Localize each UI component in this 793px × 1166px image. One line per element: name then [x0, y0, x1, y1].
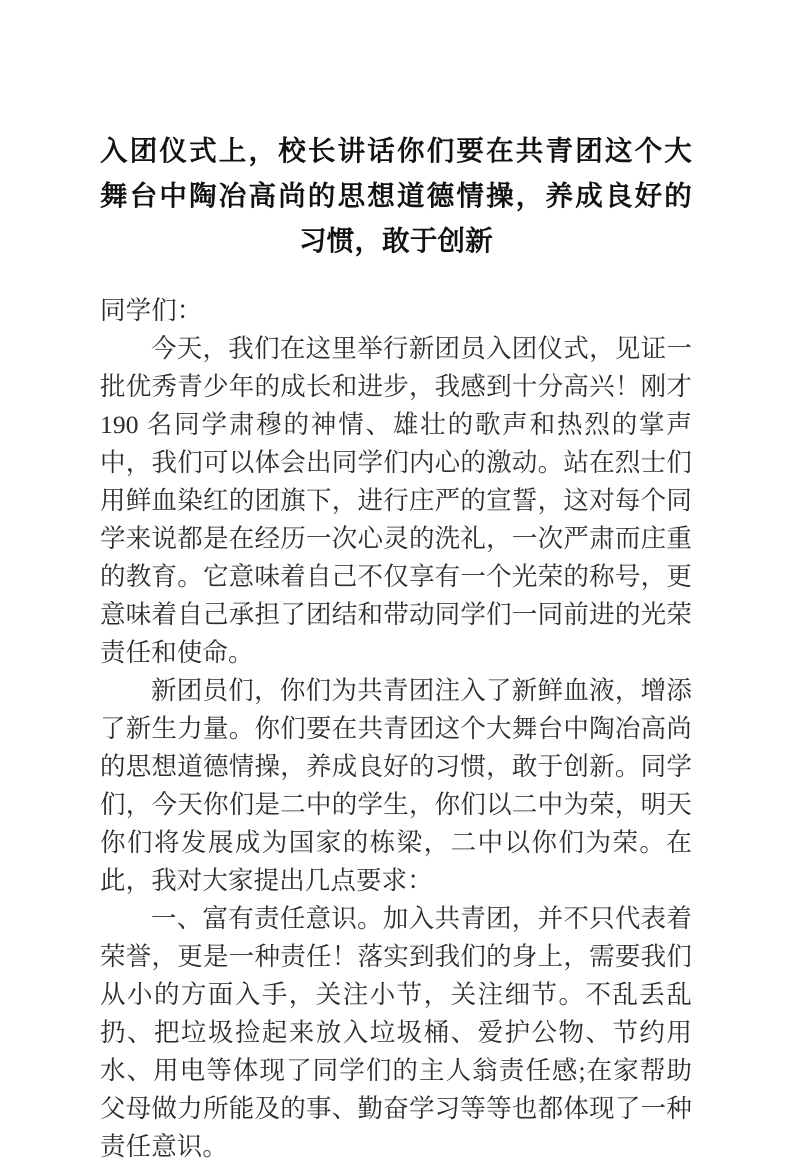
paragraph-1: 今天，我们在这里举行新团员入团仪式，见证一批优秀青少年的成长和进步，我感到十分高兴！刚才 190 名同学肃穆的神情、雄壮的歌声和热烈的掌声中，我们可以体会出同学们内心的激动。站在烈士们用鲜血染红的团旗下，进行庄严的宣誓，这对每个同学来说都是在经历一次心灵的洗礼，一次严肃而庄重的教育。它意味着自己不仅享有一个光荣的称号，更意味着自己承担了团结和带动同学们一同前进的光荣责任和使命。	[100, 334, 692, 667]
document-body	[100, 292, 692, 1166]
paragraph-3: 一、富有责任意识。加入共青团，并不只代表着荣誉，更是一种责任！落实到我们的身上，需要我们从小的方面入手，关注小节，关注细节。不乱丢乱扔、把垃圾捡起来放入垃圾桶、爱护公物、节约用水、用电等体现了同学们的主人翁责任感;在家帮助父母做力所能及的事、勤奋学习等等也都体现了一种责任意识。	[100, 904, 692, 1161]
page-title	[100, 128, 692, 263]
paragraph-2: 新团员们，你们为共青团注入了新鲜血液，增添了新生力量。你们要在共青团这个大舞台中陶冶高尚的思想道德情操，养成良好的习惯，敢于创新。同学们，今天你们是二中的学生，你们以二中为荣，明天你们将发展成为国家的栋梁，二中以你们为荣。在此，我对大家提出几点要求：	[100, 676, 692, 895]
paragraph-salutation: 同学们：	[100, 296, 203, 325]
title-line-2: 舞台中陶冶高尚的思想道德情操，养成良好的	[100, 180, 692, 211]
title-line-1: 入团仪式上，校长讲话你们要在共青团这个大	[100, 135, 692, 166]
title-line-3: 习惯，敢于创新	[299, 225, 493, 256]
document-content	[100, 128, 692, 1166]
